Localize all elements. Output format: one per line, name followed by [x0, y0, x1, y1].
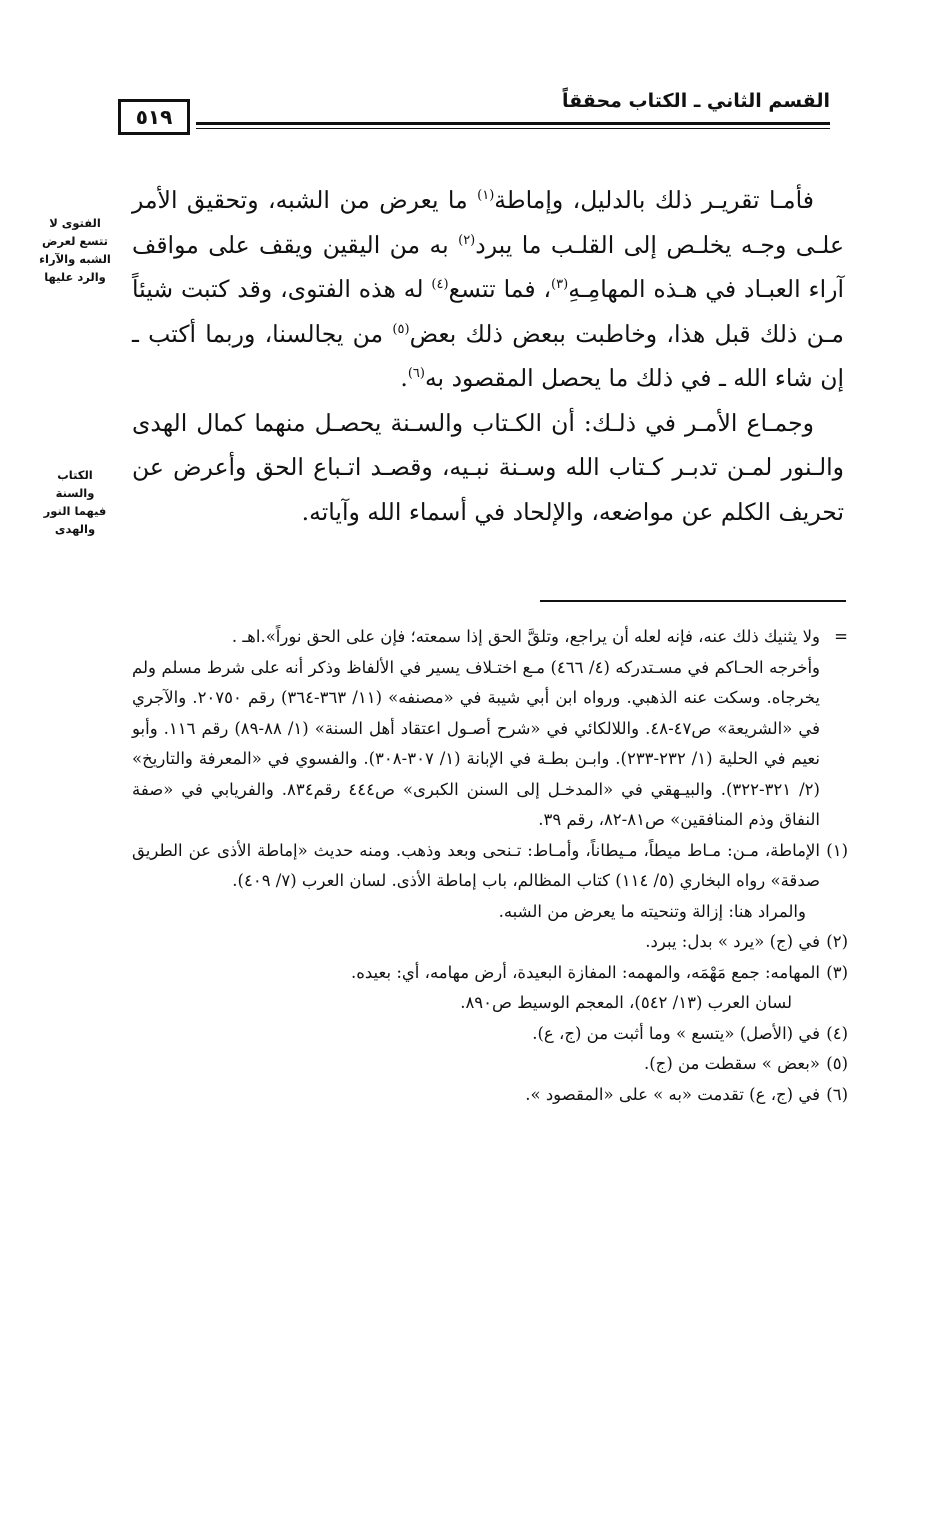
footnote-continuation: = ولا يثنيك ذلك عنه، فإنه لعله أن يراجع، وتلقَّ الحق إذا سمعته؛ فإن على الحق نوراً».اهـ .: [132, 622, 848, 653]
footnote-separator: [540, 600, 846, 602]
footnote-5: (٥) «بعض » سقطت من (ج).: [132, 1049, 848, 1080]
footnote-number: (١): [826, 840, 848, 860]
footnote-4: (٤) في (الأصل) «يتسع » وما أثبت من (ج، ع).: [132, 1019, 848, 1050]
header-title: القسم الثاني ـ الكتاب محققاً: [561, 90, 830, 112]
main-text: [132, 178, 844, 534]
header-rule-thin: [196, 128, 830, 129]
margin-note-kitab-sunnah: [22, 466, 128, 538]
footnote-number: (٢): [826, 932, 848, 951]
footnote-number: (٥): [826, 1054, 848, 1073]
footnote-ref: (٢): [458, 232, 476, 248]
margin-note-line: الفتوى لا: [49, 216, 101, 230]
paragraph-2: وجمـاع الأمـر في ذلـك: أن الكـتاب والسـنة يحصـل منهما كمال الهدى والـنور لمـن تدبـر كـتاب الله وسـنة نبـيه، وقصـد اتـباع الحق وأعرض عن تحريف الكلم عن مواضعه، والإلحاد في أسماء الله وآياته.: [132, 408, 844, 526]
footnote-ref: (١): [477, 188, 495, 204]
footnote-3-extra: لسان العرب (١٣/ ٥٤٢)، المعجم الوسيط ص٨٩٠.: [460, 993, 792, 1012]
footnotes: [132, 622, 848, 1110]
margin-note-line: الكتاب: [57, 468, 93, 482]
paragraph-1: فأمـا تقريـر ذلك بالدليل، وإماطة$^{(١)}$ ما يعرض من الشبه، وتحقيق الأمر علـى وجـه يخلـص إلى القلـب ما يبرد$^{(٢)}$ به من اليقين ويقف على مواقف آراء العبـاد في هـذه المهامِـهِ$^{(٣)}$، فما تتسع$^{(٤)}$ له هذه الفتوى، وقد كتبت شيئاً مـن ذلك قبل هذا، وخاطبت ببعض ذلك بعض$^{(٥)}$ من يجالسنا، وربما أكتب ـ إن شاء الله ـ في ذلك ما يحصل المقصود به$^{(٦)}$.: [132, 186, 844, 392]
footnote-number: (٦): [826, 1084, 848, 1104]
page-number: ٥١٩: [118, 99, 190, 135]
margin-note-line: والرد عليها: [44, 270, 106, 284]
footnote-ref: (٤): [431, 277, 449, 293]
margin-note-line: فيهما النور: [43, 504, 107, 518]
margin-note-line: والهدى: [54, 522, 96, 536]
continuation-mark: =: [834, 627, 848, 646]
footnote-3: (٣) المهامه: جمع مَهْمَه، والمهمه: المفازة البعيدة، أرض مهامه، أي: بعيده.: [132, 958, 848, 989]
footnote-ref: (٣): [551, 277, 569, 293]
margin-note-line: الشبه والآراء: [39, 252, 111, 266]
footnote-ref: (٥): [392, 321, 410, 337]
footnote-6: (٦) في (ج، ع) تقدمت «به » على «المقصود ».: [132, 1080, 848, 1111]
margin-note-line: والسنة: [55, 486, 95, 500]
footnote-continuation-sources: وأخرجه الحـاكم في مسـتدركه (٤/ ٤٦٦) مـع اختـلاف يسير في الألفاظ وذكر أنه على شرط مسلم ولم يخرجاه. وسكت عنه الذهبي. ورواه ابن أبي شيبة في «مصنفه» (١١/ ٣٦٣-٣٦٤) رقم ٢٠٧٥٠. والآجري في «الشريعة» ص٤٧-٤٨. واللالكائي في «شرح أصـول اعتقاد أهل السنة» (١/ ٨٨-٨٩) رقم ١١٦. وأبو نعيم في الحلية (١/ ٢٣٢-٢٣٣). وابـن بطـة في الإبانة (١/ ٣٠٧-٣٠٨). والفسوي في «المعرفة والتاريخ» (٢/ ٣٢١-٣٢٢). والبيـهقي في «المدخـل إلى السنن الكبرى» ص٤٤٤ رقم٨٣٤. والفريابي في «صفة النفاق وذم المنافقين» ص٨١-٨٢، رقم ٣٩.: [132, 657, 821, 829]
margin-note-line: تتسع لعرض: [41, 234, 108, 248]
footnote-2: (٢) في (ج) «يرد » بدل: يبرد.: [132, 927, 848, 958]
margin-note-fatwa: [22, 214, 128, 286]
footnote-number: (٤): [826, 1023, 848, 1043]
footnote-1: (١) الإماطة، مـن: مـاط ميطاً، مـيطاناً، وأمـاط: تـنحى وبعد وذهب. ومنه حديث «إماطة الأذى عن الطريق صدقة» رواه البخاري (٥/ ١١٤) كتاب المظالم، باب إماطة الأذى. لسان العرب (٧/ ٤٠٩).: [132, 836, 848, 897]
footnote-ref: (٦): [407, 366, 425, 382]
footnote-number: (٣): [826, 962, 848, 982]
header-rule: [196, 122, 830, 125]
footnote-1-extra: والمراد هنا: إزالة وتنحيته ما يعرض من الشبه.: [498, 901, 806, 921]
running-header: [118, 85, 830, 135]
